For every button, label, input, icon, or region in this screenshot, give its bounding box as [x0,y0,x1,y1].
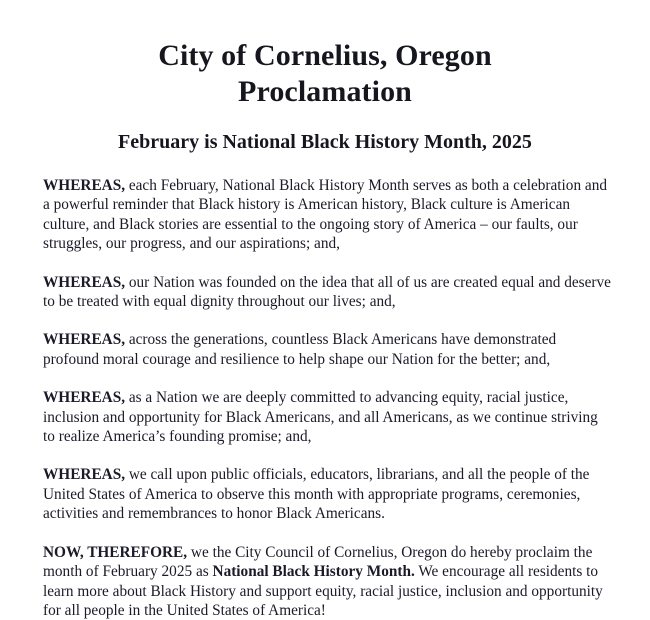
paragraph-lead: WHEREAS, [43,331,126,349]
paragraph-lead: WHEREAS, [43,389,126,407]
whereas-paragraph-4 [43,388,612,446]
paragraph-lead: WHEREAS, [43,177,126,194]
proclaimed-month-phrase: National Black History Month. [212,563,415,581]
paragraph-text-before-bold: we the City Council of Cornelius, Oregon do hereby proclaim the month of February 2025 as [43,543,593,581]
title-line-1: City of Cornelius, Oregon [158,39,492,72]
paragraph-text: our Nation was founded on the idea that all of us are created equal and deserve to be treated with equal dignity throughout our lives; and, [43,273,611,311]
whereas-paragraph-1 [43,176,612,254]
paragraph-lead: WHEREAS, [43,466,126,484]
paragraph-text: we call upon public officials, educators, librarians, and all the people of the United States of America to observe this month with appropriate programs, ceremonies, activities and remembrances to honor Black Americans. [43,466,590,523]
proclamation-body [0,176,650,620]
whereas-paragraph-3 [43,330,612,369]
paragraph-lead: NOW, THEREFORE, [43,543,188,561]
paragraph-lead: WHEREAS, [43,273,126,291]
now-therefore-paragraph [43,543,612,620]
document-subtitle: February is National Black History Month, 2025 [118,131,532,153]
whereas-paragraph-2 [43,273,612,312]
whereas-paragraph-5 [43,465,612,523]
paragraph-text-after-bold: We encourage all residents to learn more about Black History and support equity, racial justice, inclusion and opportunity for all people in the United States of America! [43,563,603,619]
paragraph-text: as a Nation we are deeply committed to advancing equity, racial justice, inclusion and opportunity for Black Americans, and all Americans, as we continue striving to realize America’s founding promise; and, [43,389,598,446]
paragraph-text: across the generations, countless Black Americans have demonstrated profound moral courage and resilience to help shape our Nation for the better; and, [43,331,557,368]
title-line-2: Proclamation [238,75,412,108]
paragraph-text: each February, National Black History Month serves as both a celebration and a powerful reminder that Black history is American history, Black culture is American culture, and Black stories are essential to the ongoing story of America – our faults, our struggles, our progress, and our aspirations; and, [43,177,608,253]
document-title [0,0,650,110]
